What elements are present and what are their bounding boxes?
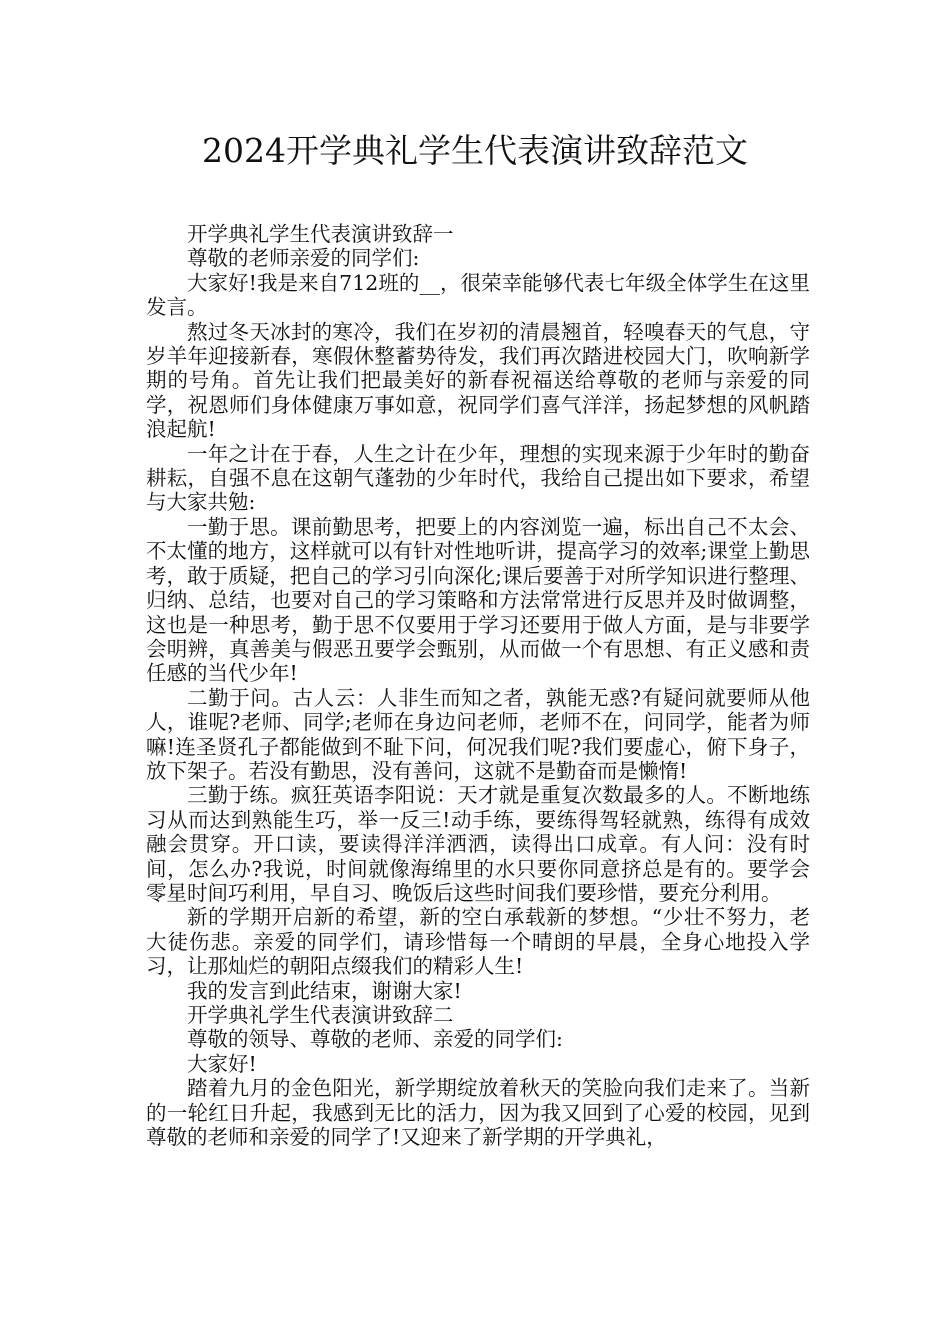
paragraph: 三勤于练。疯狂英语李阳说：天才就是重复次数最多的人。不断地练习从而达到熟能生巧，举一反三!动手练，要练得驾轻就熟，练得有成效融会贯穿。开口读，要读得洋洋洒洒，读得出口成章。有人问：没有时间，怎么办?我说，时间就像海绵里的水只要你同意挤总是有的。要学会零星时间巧利用，早自习、晚饭后这些时间我们要珍惜，要充分利用。 [146,783,810,905]
paragraph: 踏着九月的金色阳光，新学期绽放着秋天的笑脸向我们走来了。当新的一轮红日升起，我感到无比的活力，因为我又回到了心爱的校园，见到尊敬的老师和亲爱的同学了!又迎来了新学期的开学典礼， [146,1076,810,1150]
paragraph: 新的学期开启新的希望，新的空白承载新的梦想。“少壮不努力，老大徒伤悲。亲爱的同学们，请珍惜每一个晴朗的早晨，全身心地投入学习，让那灿烂的朝阳点缀我们的精彩人生! [146,905,810,979]
paragraph: 一勤于思。课前勤思考，把要上的内容浏览一遍，标出自己不太会、不太懂的地方，这样就可以有针对性地听讲，提高学习的效率;课堂上勤思考，敢于质疑，把自己的学习引向深化;课后要善于对所学知识进行整理、归纳、总结，也要对自己的学习策略和方法常常进行反思并及时做调整，这也是一种思考，勤于思不仅要用于学习还要用于做人方面，是与非要学会明辨，真善美与假恶丑要学会甄别，从而做一个有思想、有正义感和责任感的当代少年! [146,514,810,686]
salutation: 尊敬的领导、尊敬的老师、亲爱的同学们: [187,1027,563,1052]
greeting: 大家好! [187,1051,257,1076]
paragraph: 一年之计在于春，人生之计在少年，理想的实现来源于少年时的勤奋耕耘，自强不息在这朝气蓬勃的少年时代，我给自己提出如下要求，希望与大家共勉: [146,441,810,515]
paragraph: 大家好!我是来自712班的__，很荣幸能够代表七年级全体学生在这里发言。 [146,270,810,320]
document-title: 2024开学典礼学生代表演讲致辞范文 [202,131,748,170]
document-body [146,222,810,1149]
paragraph: 熬过冬天冰封的寒冷，我们在岁初的清晨翘首，轻嗅春天的气息，守岁羊年迎接新春，寒假休整蓄势待发，我们再次踏进校园大门，吹响新学期的号角。首先让我们把最美好的新春祝福送给尊敬的老师与亲爱的同学，祝恩师们身体健康万事如意，祝同学们喜气洋洋，扬起梦想的风帆踏浪起航! [146,319,810,442]
section-heading-two: 开学典礼学生代表演讲致辞二 [187,1003,454,1027]
closing-line: 我的发言到此结束，谢谢大家! [187,978,462,1003]
section-heading-one: 开学典礼学生代表演讲致辞一 [187,222,454,246]
paragraph: 二勤于问。古人云：人非生而知之者，孰能无惑?有疑问就要师从他人，谁呢?老师、同学;老师在身边问老师，老师不在，问同学，能者为师嘛!连圣贤孔子都能做到不耻下问，何况我们呢?我们要虚心，俯下身子，放下架子。若没有勤思，没有善问，这就不是勤奋而是懒惰! [146,685,810,783]
salutation: 尊敬的老师亲爱的同学们: [187,246,420,271]
